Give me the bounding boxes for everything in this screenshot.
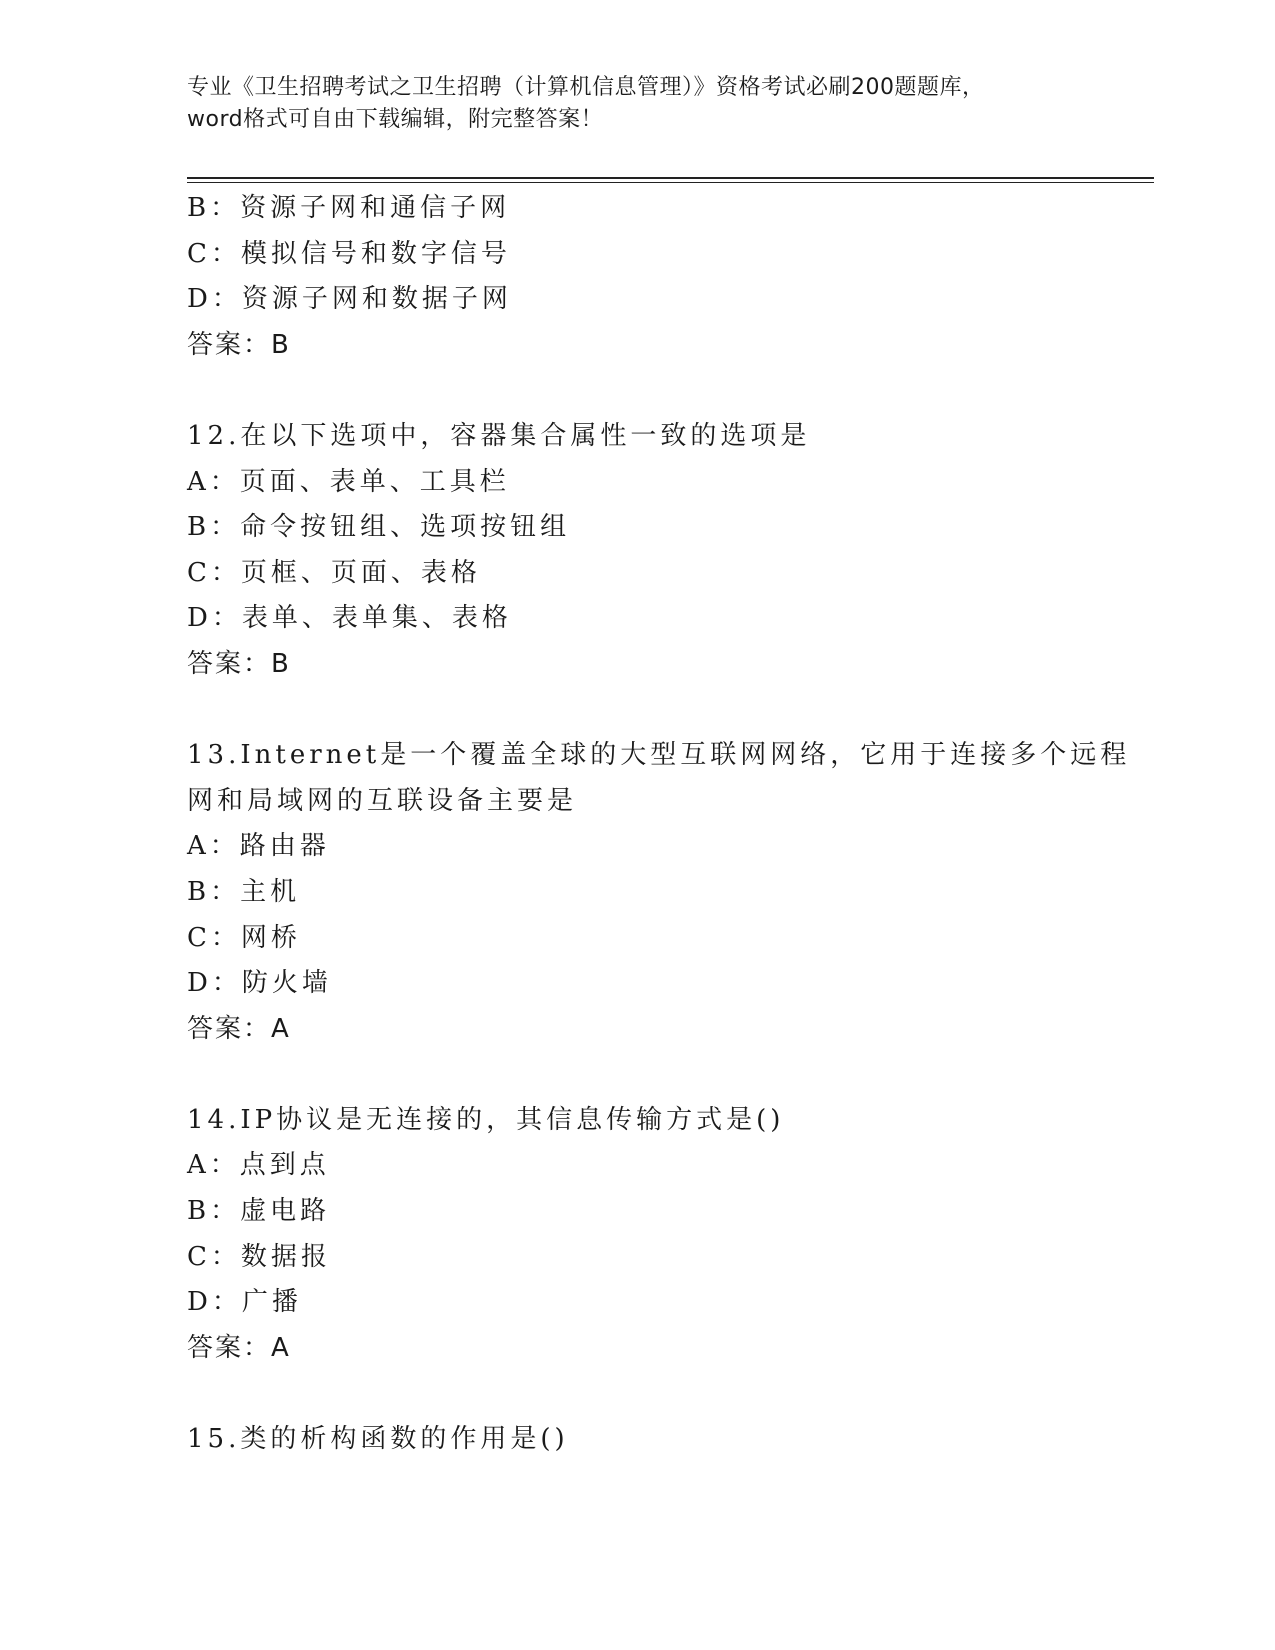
- option-d: D：广播: [187, 1287, 302, 1318]
- option-a: A：点到点: [187, 1150, 330, 1181]
- spacer: [187, 688, 1147, 734]
- answer-line: 答案：A: [187, 1013, 291, 1044]
- header-rule-thin: [187, 182, 1154, 183]
- option-c: C：模拟信号和数字信号: [187, 238, 511, 269]
- header-line-1: 专业《卫生招聘考试之卫生招聘（计算机信息管理）》资格考试必刷200题题库，: [187, 75, 985, 100]
- option-b: B：命令按钮组、选项按钮组: [187, 512, 571, 543]
- option-c: C：数据报: [187, 1241, 331, 1272]
- spacer: [187, 368, 1147, 414]
- answer-line: 答案：B: [187, 329, 291, 360]
- option-b: B：主机: [187, 876, 301, 907]
- option-a: A：页面、表单、工具栏: [187, 466, 510, 497]
- question-stem: 13.Internet是一个覆盖全球的大型互联网网络，它用于连接多个远程: [187, 740, 1131, 771]
- option-b: B：虚电路: [187, 1196, 331, 1227]
- document-header: [187, 72, 1087, 136]
- question-stem: 14.IP协议是无连接的，其信息传输方式是(): [187, 1104, 785, 1135]
- spacer: [187, 1052, 1147, 1098]
- option-d: D：表单、表单集、表格: [187, 603, 512, 634]
- question-stem-continued: 网和局域网的互联设备主要是: [187, 785, 578, 816]
- question-stem: 15.类的析构函数的作用是(): [187, 1424, 569, 1455]
- spacer: [187, 1371, 1147, 1417]
- option-c: C：页框、页面、表格: [187, 557, 481, 588]
- answer-line: 答案：B: [187, 648, 291, 679]
- option-d: D：资源子网和数据子网: [187, 284, 512, 315]
- question-stem: 12.在以下选项中，容器集合属性一致的选项是: [187, 420, 811, 451]
- option-b: B：资源子网和通信子网: [187, 193, 511, 223]
- option-c: C：网桥: [187, 922, 301, 953]
- header-line-2: word格式可自由下载编辑，附完整答案！: [187, 107, 604, 132]
- header-rule-thick: [187, 177, 1154, 179]
- answer-line: 答案：A: [187, 1332, 291, 1363]
- option-d: D：防火墙: [187, 968, 332, 999]
- question-list: [187, 186, 1147, 1463]
- option-a: A：路由器: [187, 831, 330, 862]
